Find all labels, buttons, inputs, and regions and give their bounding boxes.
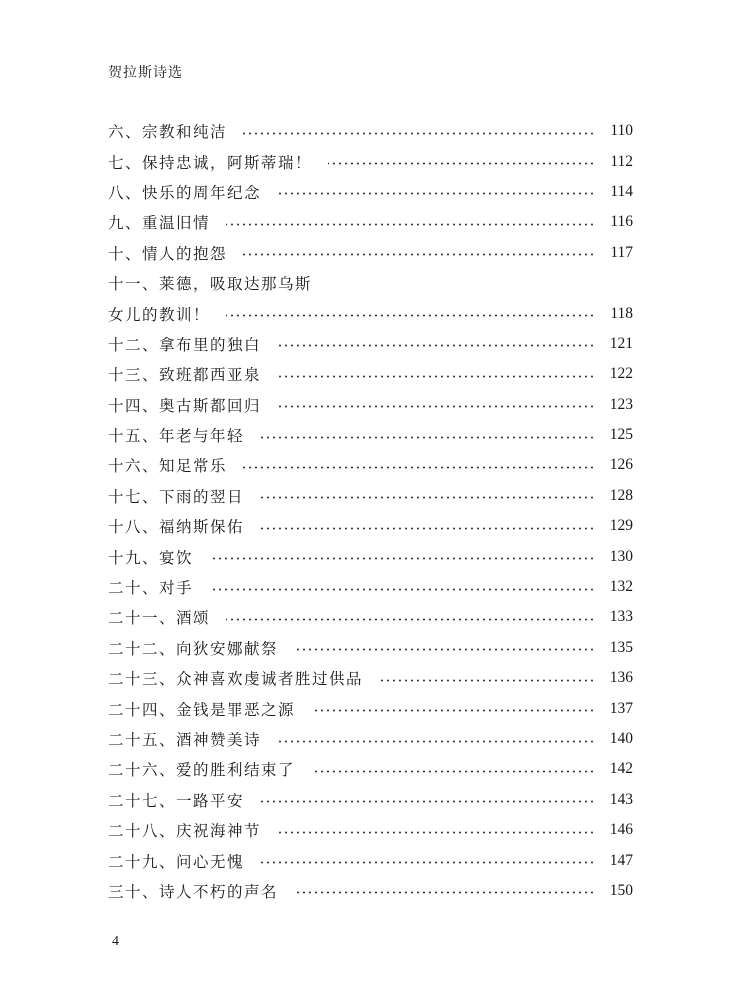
toc-entry-title: 十六、知足常乐 bbox=[108, 457, 228, 476]
toc-entry-title: 二十七、一路平安 bbox=[108, 791, 245, 810]
toc-entry-title: 八、快乐的周年纪念 bbox=[108, 183, 262, 202]
toc-entry bbox=[108, 298, 633, 328]
dot-leader bbox=[243, 132, 595, 135]
dot-leader bbox=[294, 648, 595, 651]
dot-leader bbox=[379, 679, 595, 682]
toc-entry-title: 十、情人的抱怨 bbox=[108, 244, 228, 263]
toc-entry-title: 女儿的教训！ bbox=[108, 305, 211, 324]
toc-entry-title: 二十二、向狄安娜献祭 bbox=[108, 639, 279, 658]
toc-entry-title: 十一、莱德，吸取达那乌斯 bbox=[108, 275, 313, 294]
toc-entry bbox=[108, 238, 633, 268]
toc-entry-title: 二十五、酒神赞美诗 bbox=[108, 731, 262, 749]
toc-entry bbox=[108, 724, 633, 754]
toc-entry-page: 135 bbox=[609, 638, 633, 656]
toc-entry-page: 114 bbox=[610, 182, 633, 200]
running-header: 贺拉斯诗选 bbox=[108, 65, 183, 81]
dot-leader bbox=[311, 770, 595, 773]
toc-entry-page: 150 bbox=[609, 881, 633, 899]
toc-entry-page: 128 bbox=[609, 486, 633, 504]
toc-entry bbox=[108, 511, 633, 541]
dot-leader bbox=[226, 618, 595, 621]
dot-leader bbox=[243, 253, 595, 256]
toc-entry-title: 二十、对手 bbox=[108, 579, 194, 598]
toc-entry-title: 二十八、庆祝海神节 bbox=[108, 822, 262, 841]
toc-entry bbox=[108, 420, 633, 450]
dot-leader bbox=[260, 436, 595, 439]
toc-entry bbox=[108, 207, 633, 237]
toc-entry-title: 七、保持忠诚，阿斯蒂瑞！ bbox=[108, 153, 313, 172]
dot-leader bbox=[294, 891, 595, 894]
dot-leader bbox=[226, 314, 595, 317]
toc-entry-page: 137 bbox=[609, 699, 633, 717]
dot-leader bbox=[311, 709, 595, 712]
toc-entry-page: 147 bbox=[609, 851, 633, 869]
dot-leader bbox=[277, 831, 595, 834]
toc-entry-title: 二十九、问心无愧 bbox=[108, 852, 245, 871]
toc-entry bbox=[108, 481, 633, 511]
toc-entry bbox=[108, 663, 633, 693]
table-of-contents bbox=[108, 116, 633, 906]
dot-leader bbox=[260, 861, 595, 864]
dot-leader bbox=[277, 192, 595, 195]
toc-entry bbox=[108, 450, 633, 480]
dot-leader bbox=[277, 344, 595, 347]
toc-entry bbox=[108, 633, 633, 663]
toc-entry-page: 146 bbox=[609, 821, 633, 839]
toc-entry-title: 九、重温旧情 bbox=[108, 214, 211, 233]
toc-entry bbox=[108, 602, 633, 632]
toc-entry-page: 126 bbox=[609, 456, 633, 474]
toc-entry-page: 122 bbox=[609, 365, 633, 383]
toc-entry bbox=[108, 572, 633, 602]
toc-entry bbox=[108, 815, 633, 845]
toc-entry-title: 十二、拿布里的独白 bbox=[108, 335, 262, 354]
page-number: 4 bbox=[112, 934, 119, 949]
toc-entry-title: 十四、奥古斯都回归 bbox=[108, 396, 262, 415]
dot-leader bbox=[277, 405, 595, 408]
dot-leader bbox=[226, 223, 595, 226]
dot-leader bbox=[209, 588, 595, 591]
toc-entry-title: 十三、致班都西亚泉 bbox=[108, 366, 262, 385]
toc-entry-title: 十五、年老与年轻 bbox=[108, 427, 245, 446]
toc-entry-title: 二十一、酒颂 bbox=[108, 609, 211, 628]
dot-leader bbox=[260, 800, 595, 803]
toc-entry-title: 二十四、金钱是罪恶之源 bbox=[108, 700, 296, 719]
toc-entry bbox=[108, 785, 633, 815]
toc-entry-page: 140 bbox=[609, 730, 633, 747]
toc-entry-page: 125 bbox=[609, 426, 633, 444]
toc-entry-page: 130 bbox=[609, 547, 633, 565]
toc-entry-title: 六、宗教和纯洁 bbox=[108, 123, 228, 142]
toc-entry-title: 二十六、爱的胜利结束了 bbox=[108, 761, 296, 780]
toc-entry-page: 136 bbox=[609, 669, 633, 687]
toc-entry-page: 143 bbox=[609, 790, 633, 808]
toc-entry-page: 142 bbox=[609, 760, 633, 778]
toc-entry-page: 133 bbox=[609, 608, 633, 626]
toc-entry-page: 116 bbox=[610, 213, 633, 231]
toc-entry bbox=[108, 329, 633, 359]
dot-leader bbox=[277, 740, 595, 743]
dot-leader bbox=[260, 496, 595, 499]
toc-entry bbox=[108, 876, 633, 906]
toc-entry-page: 129 bbox=[609, 517, 633, 535]
toc-entry-title: 三十、诗人不朽的声名 bbox=[108, 882, 279, 901]
toc-entry bbox=[108, 268, 633, 298]
toc-entry-title: 十七、下雨的翌日 bbox=[108, 487, 245, 506]
toc-entry-page: 132 bbox=[609, 578, 633, 596]
dot-leader bbox=[328, 162, 595, 165]
dot-leader bbox=[209, 557, 595, 560]
toc-entry-title: 十八、福纳斯保佑 bbox=[108, 518, 245, 537]
toc-entry bbox=[108, 116, 633, 146]
toc-entry-page: 123 bbox=[609, 395, 633, 413]
dot-leader bbox=[277, 375, 595, 378]
dot-leader bbox=[260, 527, 595, 530]
toc-entry-page: 121 bbox=[609, 334, 633, 352]
dot-leader bbox=[243, 466, 595, 469]
toc-entry-page: 117 bbox=[610, 243, 633, 261]
toc-entry bbox=[108, 359, 633, 389]
toc-entry bbox=[108, 177, 633, 207]
toc-entry-page: 112 bbox=[610, 152, 633, 170]
toc-entry bbox=[108, 541, 633, 571]
toc-entry bbox=[108, 693, 633, 723]
toc-entry-page: 118 bbox=[610, 304, 633, 322]
toc-entry bbox=[108, 146, 633, 176]
toc-entry-title: 十九、宴饮 bbox=[108, 548, 194, 567]
toc-entry bbox=[108, 754, 633, 784]
toc-entry bbox=[108, 390, 633, 420]
toc-entry-title: 二十三、众神喜欢虔诚者胜过供品 bbox=[108, 670, 364, 689]
toc-entry-page: 110 bbox=[610, 122, 633, 140]
toc-entry bbox=[108, 845, 633, 875]
